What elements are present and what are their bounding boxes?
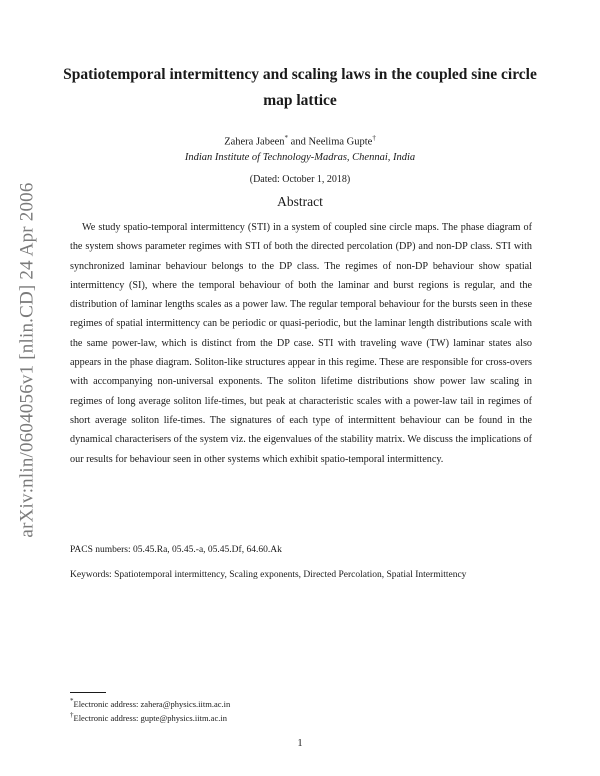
arxiv-stamp <box>8 150 48 570</box>
paper-title: Spatiotemporal intermittency and scaling laws in the coupled sine circle map lattice <box>63 66 537 109</box>
pacs-numbers: PACS numbers: 05.45.Ra, 05.45.-a, 05.45.Df, 64.60.Ak <box>70 545 282 555</box>
keywords: Keywords: Spatiotemporal intermittency, Scaling exponents, Directed Percolation, Spatial Intermittency <box>70 570 467 580</box>
footnote <box>70 697 230 709</box>
page-number: 1 <box>297 738 303 749</box>
author-separator: and <box>288 136 309 148</box>
footnote-mark: † <box>70 711 74 719</box>
date-line: (Dated: October 1, 2018) <box>249 174 351 185</box>
author-name: Zahera Jabeen <box>224 136 285 148</box>
footnote-text: Electronic address: zahera@physics.iitm.ac.in <box>73 698 231 709</box>
footnote <box>70 711 227 723</box>
arxiv-identifier: arXiv:nlin/0604056v1 [nlin.CD] 24 Apr 2006 <box>17 182 39 538</box>
footnote-mark: * <box>284 134 289 142</box>
author-line <box>60 134 540 148</box>
abstract-text: We study spatio-temporal intermittency (STI) in a system of coupled sine circle maps. The phase diagram of the system shows parameter regimes with STI of both the directed percolation (DP) and non-DP class. STI with synchronized laminar behaviour belongs to the DP class. The regimes of non-DP behaviour show spatial intermittency (SI), where the temporal behaviour of both the laminar and burst regions is regular, and the distribution of laminar lengths scales as a power law. The regular temporal behaviour for the bursts seen in these regimes of spatial intermittency can be periodic or quasi-periodic, but the laminar length distributions scale with the same power-law, which is distinct from the DP case. STI with traveling wave (TW) laminar states also appears in the phase diagram. Soliton-like structures appear in this regime. These are responsible for cross-overs with accompanying non-universal exponents. The soliton lifetime distributions show power law scaling in regimes of long average soliton life-times, but peak at characteristic scales with a power-law tail in regimes of short average soliton life-times. The signatures of each type of intermittent behaviour can be found in the dynamical characterisers of the system viz. the eigenvalues of the stability matrix. We discuss the implications of our results for behaviour seen in other systems which exhibit spatio-temporal intermittency. <box>70 222 532 465</box>
author-name: Neelima Gupte <box>308 136 373 148</box>
affiliation: Indian Institute of Technology-Madras, Chennai, India <box>184 152 416 163</box>
abstract-heading: Abstract <box>277 194 323 209</box>
footnote-mark: * <box>70 697 74 705</box>
footnote-text: Electronic address: gupte@physics.iitm.ac.in <box>73 712 227 723</box>
footnote-rule <box>70 692 106 693</box>
footnote-mark: † <box>372 134 376 142</box>
